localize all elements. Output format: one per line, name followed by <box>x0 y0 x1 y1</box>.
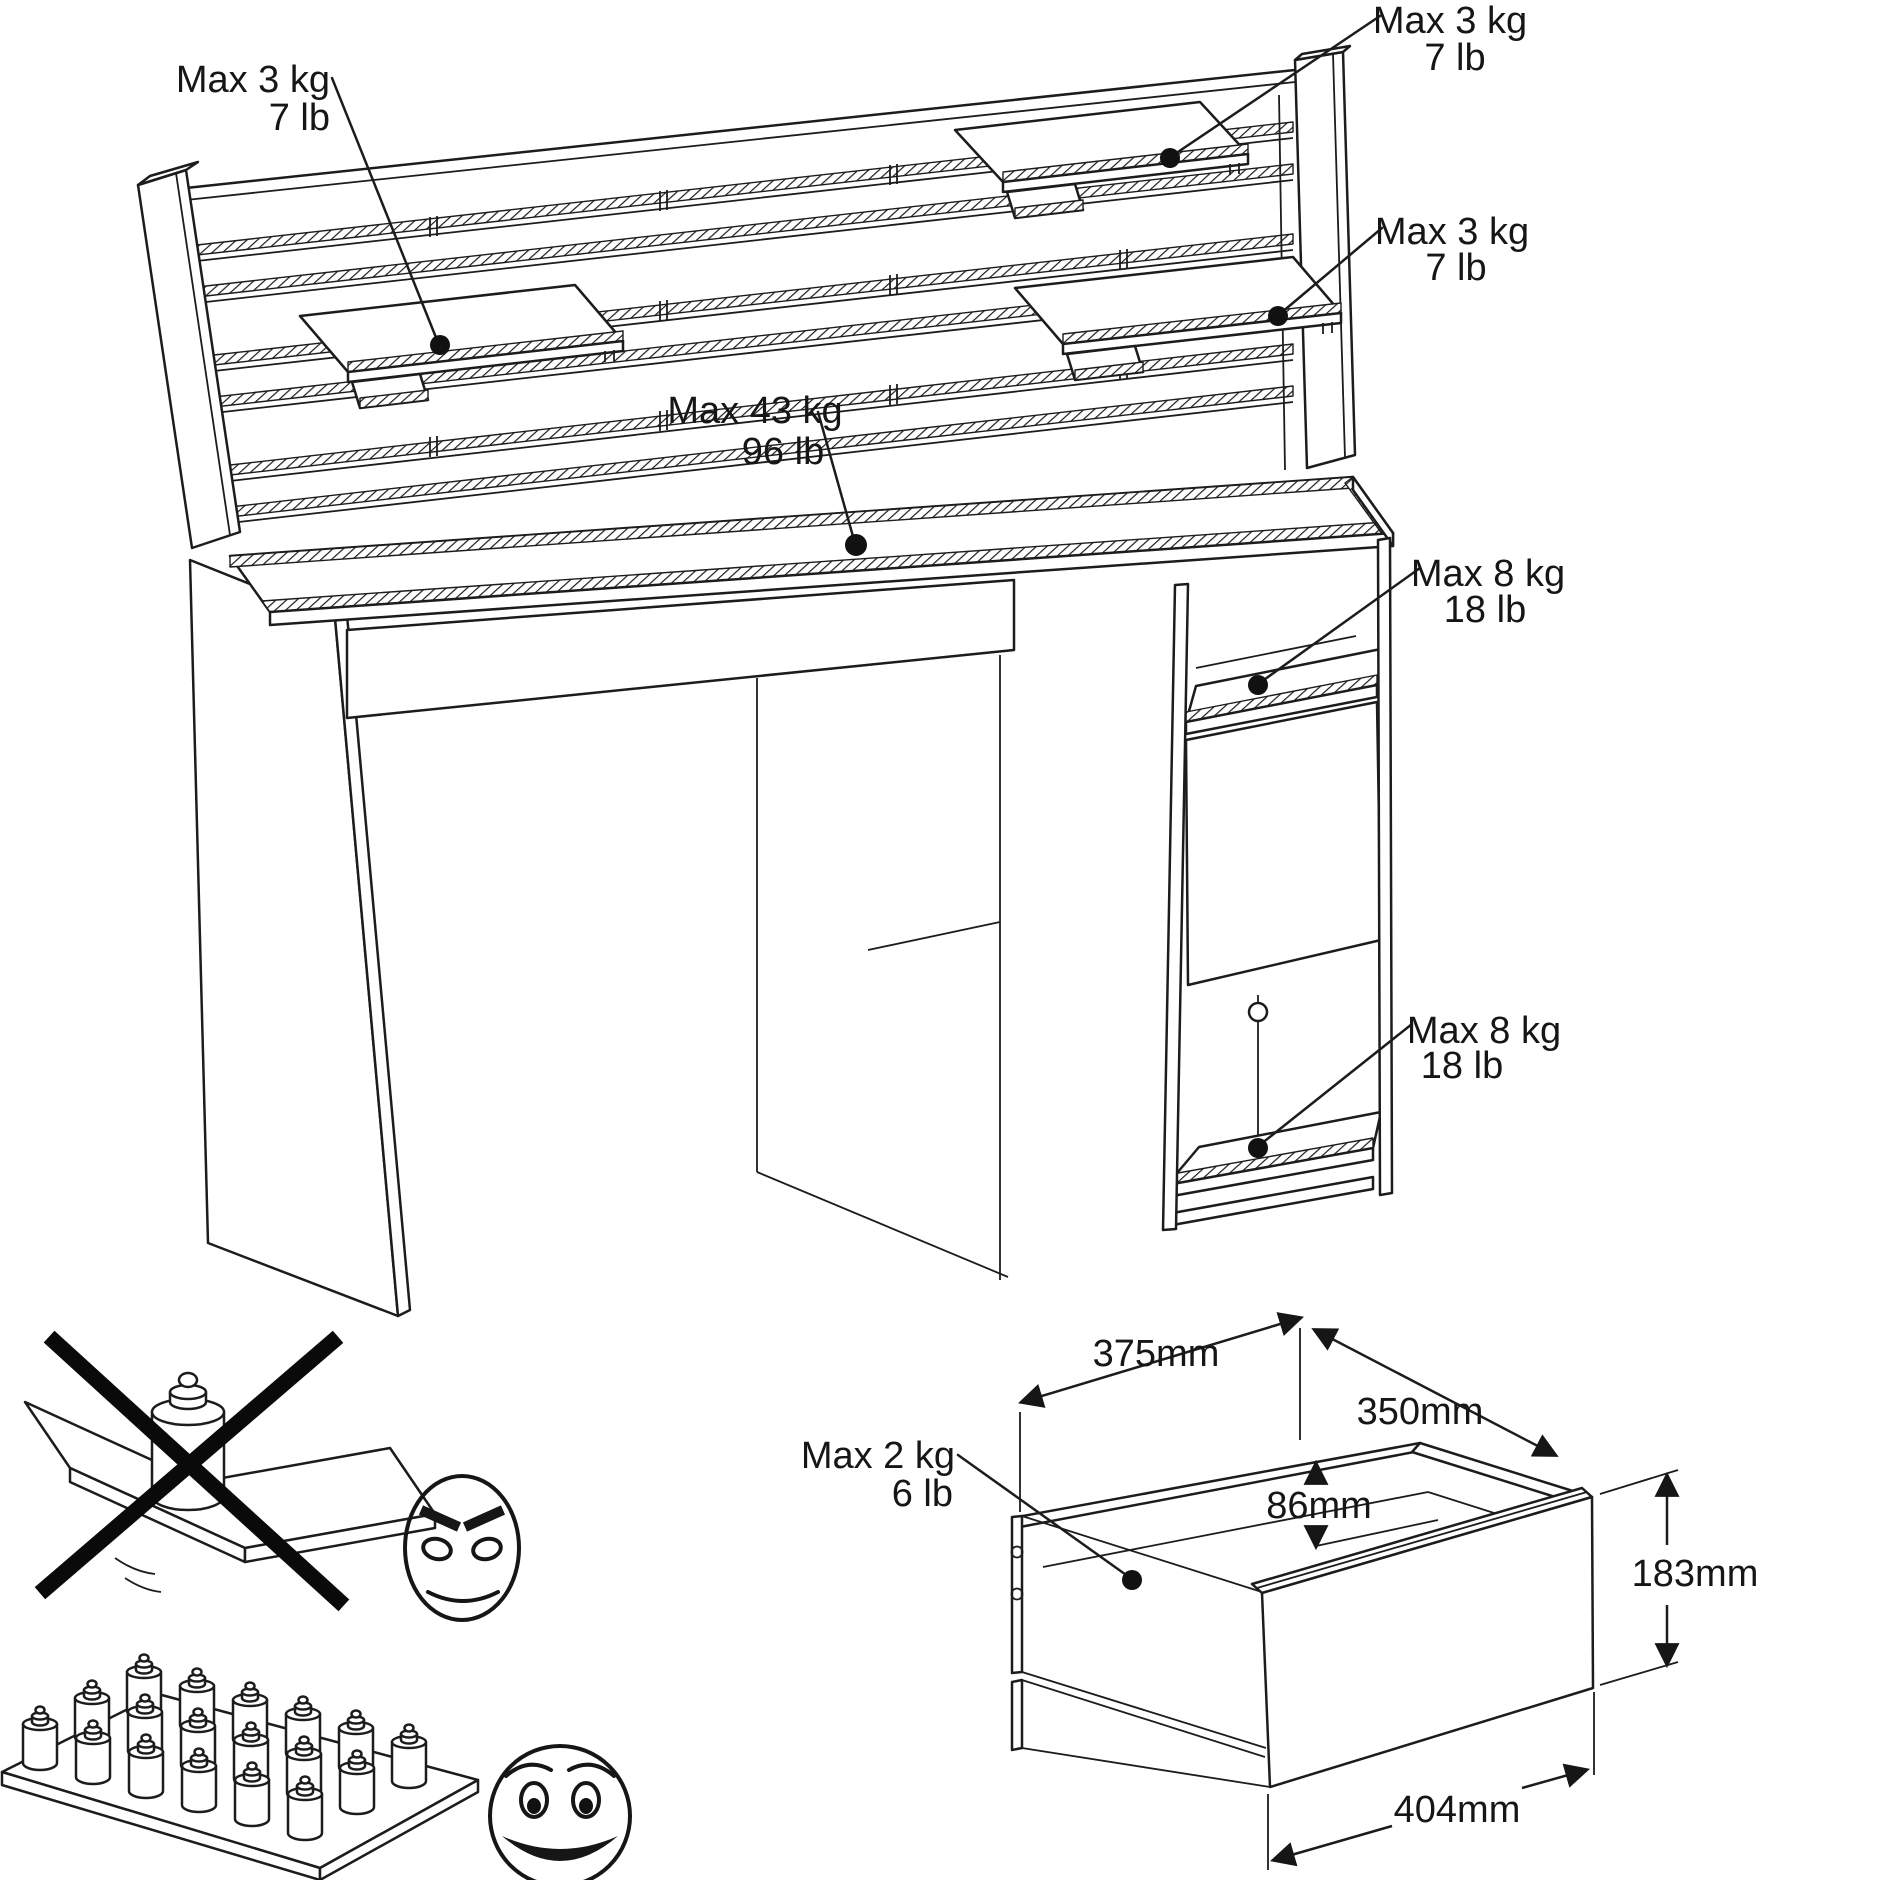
label-pedestal-upper-lb: 18 lb <box>1443 589 1527 631</box>
label-shelf-top-right-kg: Max 3 kg <box>1372 0 1528 42</box>
label-desktop-kg: Max 43 kg <box>667 390 843 432</box>
label-pedestal-upper-kg: Max 8 kg <box>1410 553 1566 595</box>
label-shelf-mid-right-lb: 7 lb <box>1425 247 1487 289</box>
label-drawer-lb: 6 lb <box>891 1473 953 1515</box>
label-shelf-mid-right-kg: Max 3 kg <box>1374 211 1530 253</box>
dim-front-width: 404mm <box>1393 1789 1521 1831</box>
pedestal-left-wall <box>1163 584 1188 1230</box>
dim-front-height: 183mm <box>1631 1553 1759 1595</box>
label-shelf-left-kg: Max 3 kg <box>175 59 330 101</box>
desk-partition <box>757 655 1008 1280</box>
desk-hutch-figure <box>138 0 1565 1316</box>
label-shelf-top-right-lb: 7 lb <box>1424 37 1486 79</box>
label-pedestal-lower-lb: 18 lb <box>1420 1045 1504 1087</box>
label-drawer-kg: Max 2 kg <box>800 1435 955 1477</box>
dim-depth: 350mm <box>1356 1391 1484 1433</box>
pedestal <box>1163 538 1392 1230</box>
drawer-front-panel <box>1252 1488 1593 1787</box>
happy-face-icon <box>490 1746 630 1880</box>
label-pedestal-lower-kg: Max 8 kg <box>1406 1010 1562 1052</box>
angry-face-icon <box>405 1476 519 1620</box>
dim-inner-height: 86mm <box>1266 1485 1372 1527</box>
label-shelf-left-lb: 7 lb <box>268 97 330 139</box>
ok-distributed-figure <box>2 1655 630 1880</box>
dim-inner-width: 375mm <box>1092 1333 1220 1375</box>
drawer-dimension-figure <box>801 1318 1759 1870</box>
pedestal-drawer-front <box>1186 702 1381 985</box>
warning-dont-figure <box>25 1342 519 1620</box>
pedestal-right-wall <box>1378 538 1392 1195</box>
label-desktop-lb: 96 lb <box>741 431 825 473</box>
